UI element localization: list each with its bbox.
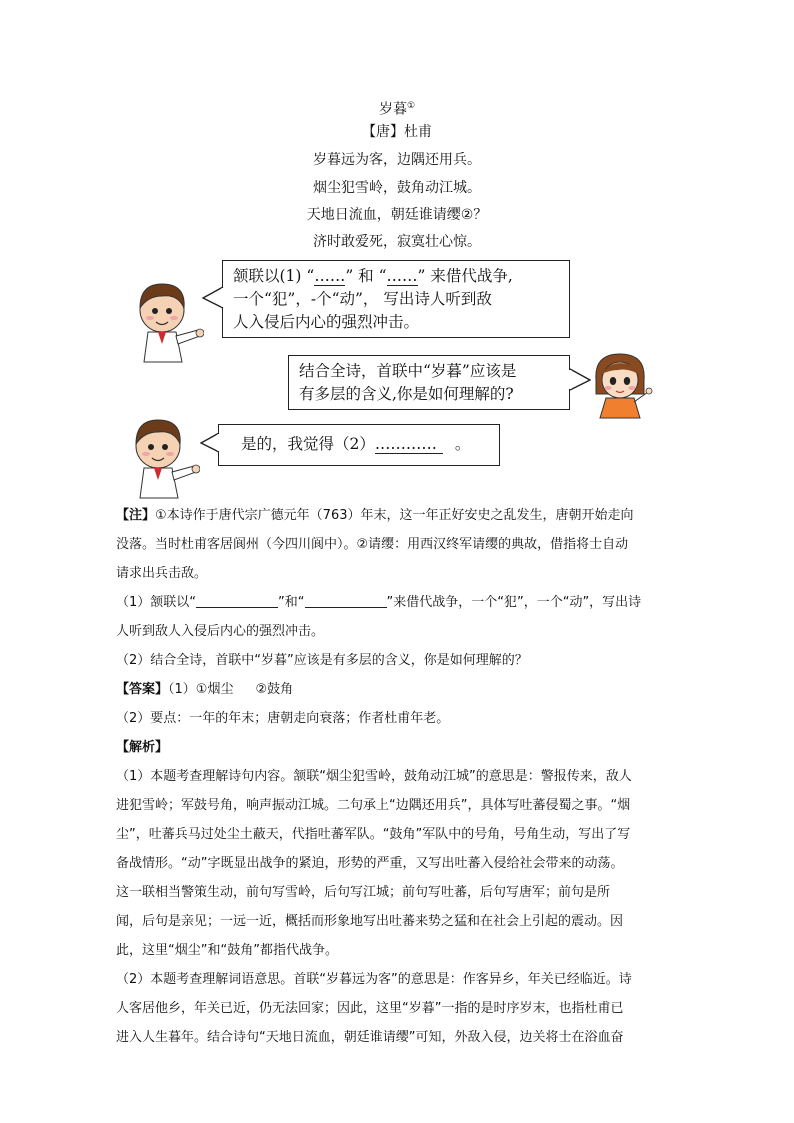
- bubble1-tail: [202, 286, 224, 310]
- exercise-body: [116, 501, 676, 1052]
- answer-line-2: （2）要点：一年的年末；唐朝走向衰落；作者杜甫年老。: [116, 711, 450, 726]
- poem-title-text: 岁暮: [378, 101, 407, 118]
- boy-cartoon-illustration: [128, 278, 204, 364]
- answer-1-item-1: ①烟尘: [195, 682, 234, 697]
- girl-cartoon-illustration: [588, 350, 654, 420]
- question-1-text-c: ”来借代战争，一个“犯”，一个“动”，写出诗: [386, 595, 642, 610]
- bubble1-blank-1: ……: [314, 267, 346, 285]
- note-label: 【注】: [116, 508, 156, 523]
- poem-title: [0, 96, 794, 120]
- bubble1-line3: 人入侵后内心的强烈冲击。: [233, 313, 420, 331]
- analysis-line-8: （2）本题考查理解词语意思。首联“岁暮远为客”的意思是：作客异乡，年关已经临近。诗: [116, 972, 632, 987]
- poem-line-1: 岁暮远为客，边隅还用兵。: [313, 152, 481, 168]
- analysis-line-3: 尘”，吐蕃兵马过处尘土蔽天，代指吐蕃军队。“鼓角”军队中的号角，号角生动，写出了写: [116, 827, 631, 842]
- question-2: （2）结合全诗，首联中“岁暮”应该是有多层的含义，你是如何理解的？: [116, 653, 528, 668]
- speech-bubble-boy-2: [218, 424, 500, 466]
- bubble1-blank-2: ……: [386, 267, 418, 285]
- note-line-3: 请求出兵击敌。: [116, 566, 208, 581]
- analysis-line-5: 这一联相当警策生动，前句写雪岭，后句写江城；前句写吐蕃，后句写唐军；前句是所: [116, 885, 611, 900]
- poem-line-3: 天地日流血，朝廷谁请缨②？: [306, 207, 488, 223]
- analysis-line-9: 人客居他乡，年关已近，仍无法回家；因此，这里“岁暮”一指的是时序岁末，也指杜甫已: [116, 1001, 624, 1016]
- bubble2-line2: 有多层的含义,你是如何理解的?: [299, 385, 514, 403]
- bubble1-text-b: ” 和 “: [345, 267, 387, 285]
- question-1-blank-2: [305, 593, 387, 608]
- poem-title-footnote-mark: ①: [406, 101, 416, 111]
- bubble1-line1: [233, 265, 559, 288]
- note-text-1: ①本诗作于唐代宗广德元年（763）年末，这一年正好安史之乱发生，唐朝开始走向: [155, 508, 634, 523]
- bubble1-text-a: 颔联以(1) “: [233, 267, 315, 285]
- bubble3-text-a: 是的，我觉得（2）: [241, 435, 375, 453]
- bubble3-text-b: 。: [454, 435, 471, 453]
- analysis-line-7: 此，这里“烟尘”和“鼓角”都指代战争。: [116, 943, 338, 958]
- answer-1-item-2: ②鼓角: [255, 682, 294, 697]
- question-1-text-a: （1）颔联以“: [116, 595, 197, 610]
- question-1-line-1: [116, 588, 676, 617]
- note-line-1: [116, 501, 676, 530]
- speech-bubble-boy-1: [222, 260, 570, 338]
- analysis-label: 【解析】: [116, 740, 169, 755]
- bubble2-line1: 结合全诗，首联中“岁暮”应该是: [299, 362, 517, 380]
- bubble1-text-c: ” 来借代战争,: [417, 267, 513, 285]
- answer-line-1: [116, 675, 676, 704]
- bubble3-blank: …………: [375, 435, 443, 454]
- analysis-line-10: 进入人生暮年。结合诗句“天地日流血，朝廷谁请缨”可知，外敌入侵，边关将士在浴血奋: [116, 1030, 624, 1045]
- bubble2-tail: [569, 368, 591, 392]
- poem-line-2: 烟尘犯雪岭，鼓角动江城。: [313, 180, 481, 196]
- answer-1-prefix: （1）: [168, 682, 196, 697]
- poem-line-4: 济时敢爱死，寂寞壮心惊。: [313, 234, 481, 250]
- note-line-2: 没落。当时杜甫客居阆州（今四川阆中）。②请缨：用西汉终军请缨的典故，借指将士自动: [116, 537, 629, 552]
- question-1-blank-1: [196, 593, 278, 608]
- analysis-line-1: （1）本题考查理解诗句内容。颔联“烟尘犯雪岭，鼓角动江城”的意思是：警报传来，敌人: [116, 769, 632, 784]
- analysis-line-2: 进犯雪岭；军鼓号角，响声振动江城。二句承上“边隅还用兵”，具体写吐蕃侵蜀之事。“烟: [116, 798, 631, 813]
- speech-bubble-girl: [288, 355, 570, 410]
- question-1-line-2: 人听到敌人入侵后内心的强烈冲击。: [116, 624, 325, 639]
- analysis-line-4: 备战情形。“动”字既显出战争的紧迫，形势的严重，又写出吐蕃入侵给社会带来的动荡。: [116, 856, 624, 871]
- question-1-text-b: ”和“: [278, 595, 305, 610]
- bubble3-tail: [200, 432, 220, 454]
- poem-author: 【唐】杜甫: [362, 124, 432, 140]
- answer-label: 【答案】: [116, 682, 169, 697]
- boy-cartoon-illustration-2: [124, 414, 200, 500]
- bubble1-line2: 一个“犯”，-个“动”， 写出诗人听到敌: [233, 290, 492, 308]
- analysis-line-6: 闻，后句是亲见；一远一近，概括而形象地写出吐蕃来势之猛和在社会上引起的震动。因: [116, 914, 624, 929]
